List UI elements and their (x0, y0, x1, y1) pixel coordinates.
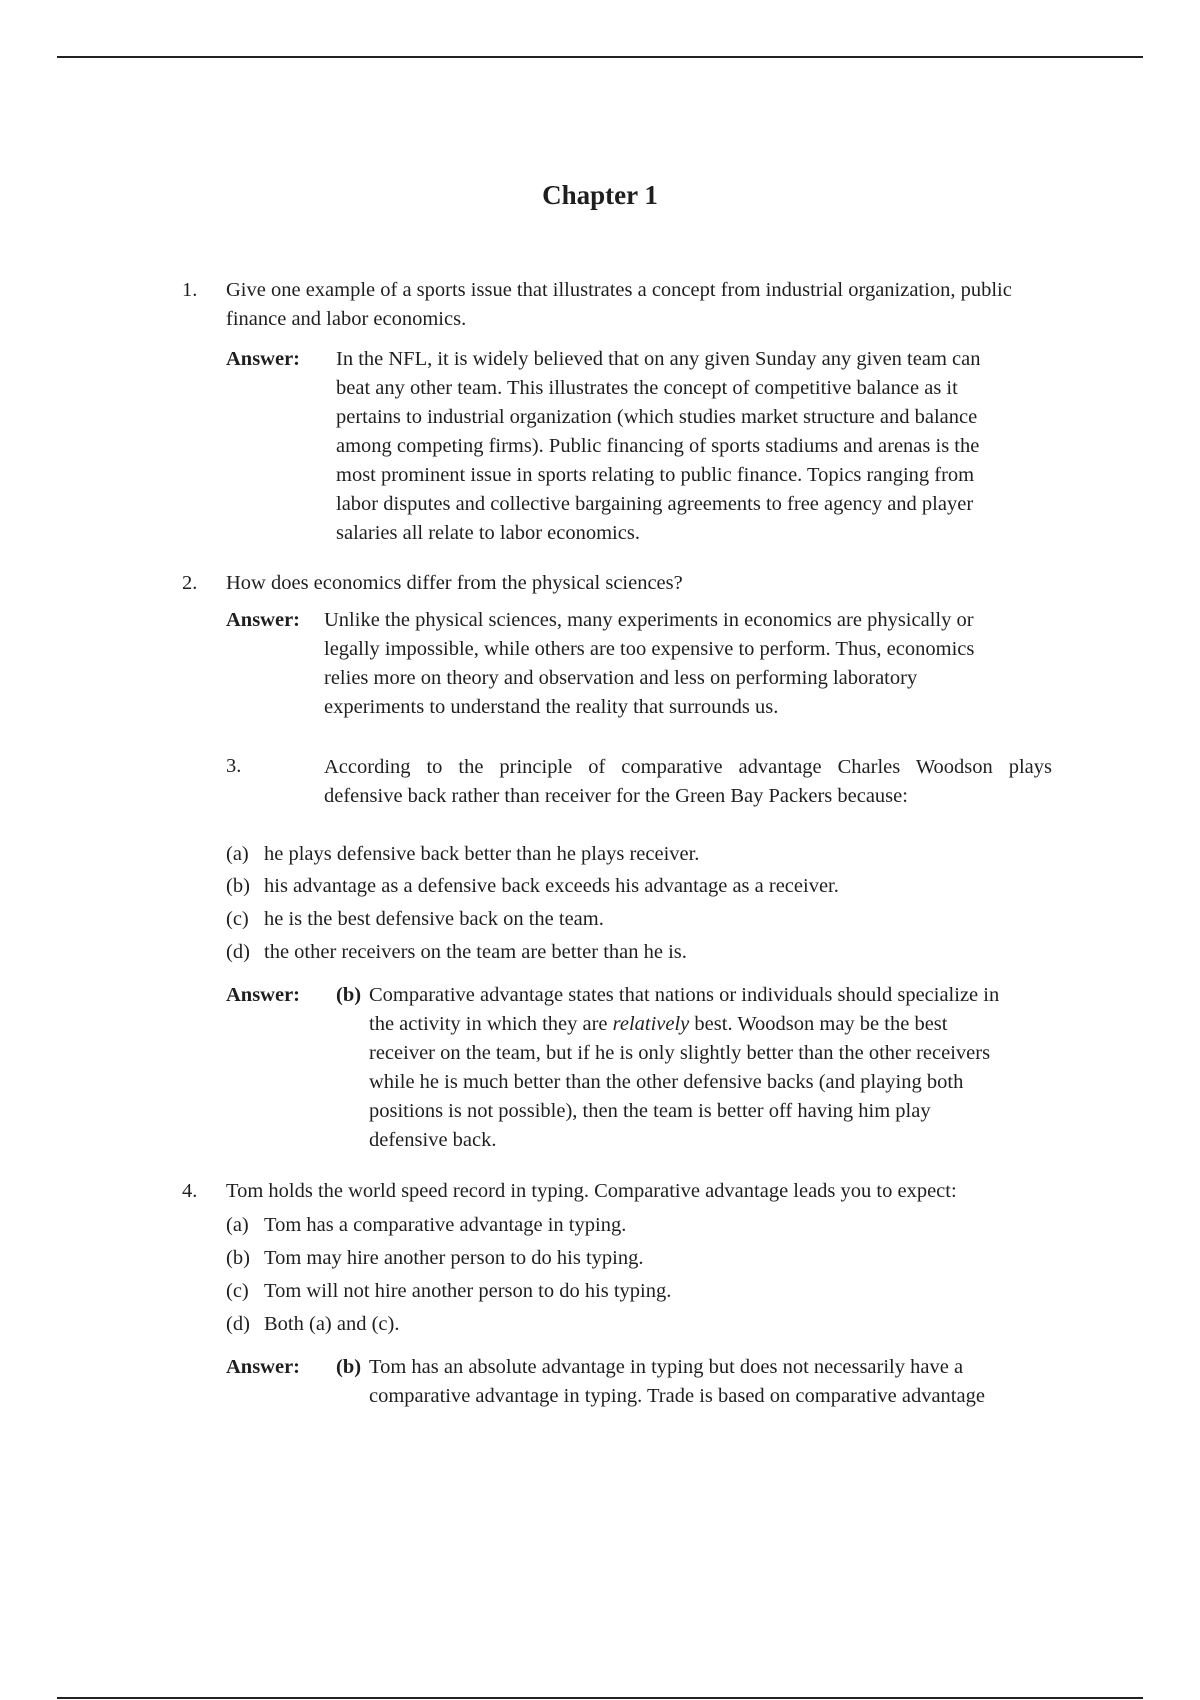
top-rule (57, 56, 1143, 58)
question-1-answer-line: beat any other team. This illustrates the concept of competitive balance as it (336, 377, 958, 399)
question-1-answer-line: In the NFL, it is widely believed that on any given Sunday any given team can (336, 348, 981, 370)
question-2-answer-line: Unlike the physical sciences, many experiments in economics are physically or (324, 609, 974, 631)
question-4-number: 4. (182, 1180, 198, 1202)
question-4-option-text: Tom may hire another person to do his typing. (264, 1247, 644, 1269)
answer-text-segment: the activity in which they are (369, 1013, 613, 1035)
question-4-answer-choice: (b) (336, 1356, 362, 1378)
question-4-option-letter: (a) (226, 1214, 249, 1236)
question-4-text: Tom holds the world speed record in typing. Comparative advantage leads you to expect: (226, 1180, 957, 1202)
question-1-answer-line: pertains to industrial organization (which studies market structure and balance (336, 406, 978, 428)
question-2-answer-label: Answer: (226, 609, 301, 631)
question-4-answer-line: Tom has an absolute advantage in typing but does not necessarily have a (369, 1356, 964, 1378)
question-1-answer-line: among competing firms). Public financing of sports stadiums and arenas is the (336, 435, 980, 457)
question-1-answer-label: Answer: (226, 348, 301, 370)
question-3-answer-line: receiver on the team, but if he is only slightly better than the other receivers (369, 1042, 991, 1064)
question-2-answer-line: legally impossible, while others are too expensive to perform. Thus, economics (324, 638, 975, 660)
question-3-option-text: his advantage as a defensive back exceeds his advantage as a receiver. (264, 875, 839, 897)
question-2-answer-line: experiments to understand the reality that surrounds us. (324, 696, 779, 718)
question-4-option-letter: (b) (226, 1247, 250, 1269)
question-3-option-letter: (c) (226, 908, 249, 930)
question-3-answer-choice: (b) (336, 984, 362, 1006)
question-3-option-letter: (d) (226, 941, 250, 963)
chapter-title: Chapter 1 (542, 180, 658, 210)
question-4-option-text: Tom has a comparative advantage in typing. (264, 1214, 627, 1236)
question-2-number: 2. (182, 572, 198, 594)
question-3-option-text: he is the best defensive back on the team. (264, 908, 604, 930)
question-1-answer-line: labor disputes and collective bargaining agreements to free agency and player (336, 493, 974, 515)
question-3-answer-line: while he is much better than the other defensive backs (and playing both (369, 1071, 964, 1093)
question-3-answer-line: defensive back. (369, 1129, 497, 1151)
question-4-option-letter: (d) (226, 1313, 250, 1335)
question-3-answer-line: positions is not possible), then the team is better off having him play (369, 1100, 931, 1122)
question-3-option-letter: (b) (226, 875, 250, 897)
question-1-text: Give one example of a sports issue that illustrates a concept from industrial organization, public finance and labor economics. (226, 279, 1012, 330)
question-4-option-text: Tom will not hire another person to do his typing. (264, 1280, 672, 1302)
question-2-answer-line: relies more on theory and observation and less on performing laboratory (324, 667, 918, 689)
question-4-answer-line: comparative advantage in typing. Trade is based on comparative advantage (369, 1385, 985, 1407)
emphasis-relatively: relatively (612, 1013, 690, 1035)
question-3-answer-label: Answer: (226, 984, 301, 1006)
question-3-option-text: he plays defensive back better than he plays receiver. (264, 843, 700, 865)
question-4-answer-label: Answer: (226, 1356, 301, 1378)
question-4-option-letter: (c) (226, 1280, 249, 1302)
question-3-number: 3. (226, 755, 242, 777)
question-3-text-line: According to the principle of comparative advantage Charles Woodson plays (324, 756, 1052, 778)
question-3-answer-line (369, 1010, 1069, 1039)
question-2-text: How does economics differ from the physical sciences? (226, 572, 683, 594)
question-4-option-text: Both (a) and (c). (264, 1313, 400, 1335)
question-3-text-line: defensive back rather than receiver for the Green Bay Packers because: (324, 785, 908, 807)
question-1-answer-line: most prominent issue in sports relating to public finance. Topics ranging from (336, 464, 975, 486)
bottom-rule (57, 1697, 1143, 1699)
question-3-option-text: the other receivers on the team are better than he is. (264, 941, 687, 963)
question-3-answer-line: Comparative advantage states that nations or individuals should specialize in (369, 984, 1000, 1006)
question-1-number: 1. (182, 279, 198, 301)
answer-text-segment: best. Woodson may be the best (689, 1013, 948, 1035)
question-1-answer-line: salaries all relate to labor economics. (336, 522, 640, 544)
question-3-option-letter: (a) (226, 843, 249, 865)
